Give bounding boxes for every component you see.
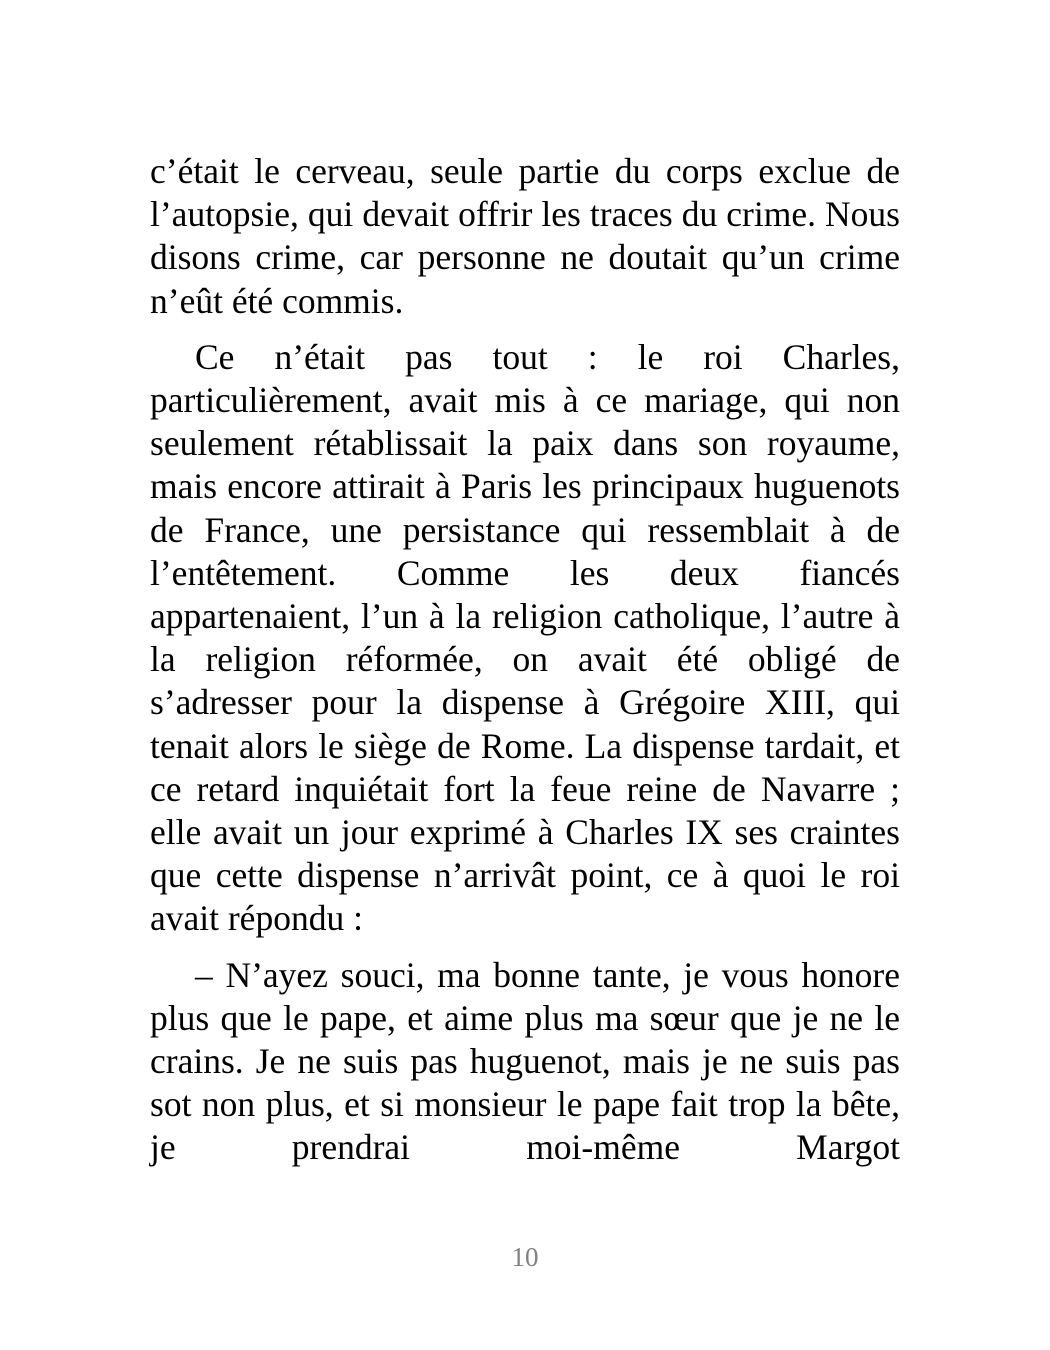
paragraph-dialogue: – N’ayez souci, ma bonne tante, je vous honore plus que le pape, et aime plus ma sœur que je ne le crains. Je ne suis pas huguenot, mais je ne suis pas sot non plus, et si monsieur le pape fait trop la bête, je prendrai moi-même Margot	[150, 954, 900, 1168]
paragraph-continuation: c’était le cerveau, seule partie du corps exclue de l’autopsie, qui devait offrir les traces du crime. Nous disons crime, car personne ne doutait qu’un crime n’eût été commis.	[150, 151, 900, 321]
paragraph-ce-netait-pas-tout: Ce n’était pas tout : le roi Charles, particulièrement, avait mis à ce mariage, qui non seulement rétablissait la paix dans son royaume, mais encore attirait à Paris les principaux huguenots de France, une persistance qui ressemblait à de l’entêtement. Comme les deux fiancés appartenaient, l’un à la religion catholique, l’autre à la religion réformée, on avait été obligé de s’adresser pour la dispense à Grégoire XIII, qui tenait alors le siège de Rome. La dispense tardait, et ce retard inquiétait fort la feue reine de Navarre ; elle avait un jour exprimé à Charles IX ses craintes que cette dispense n’arrivât point, ce à quoi le roi avait répondu :	[150, 336, 900, 939]
body-text	[150, 150, 900, 1170]
page-number: 10	[511, 1242, 539, 1272]
